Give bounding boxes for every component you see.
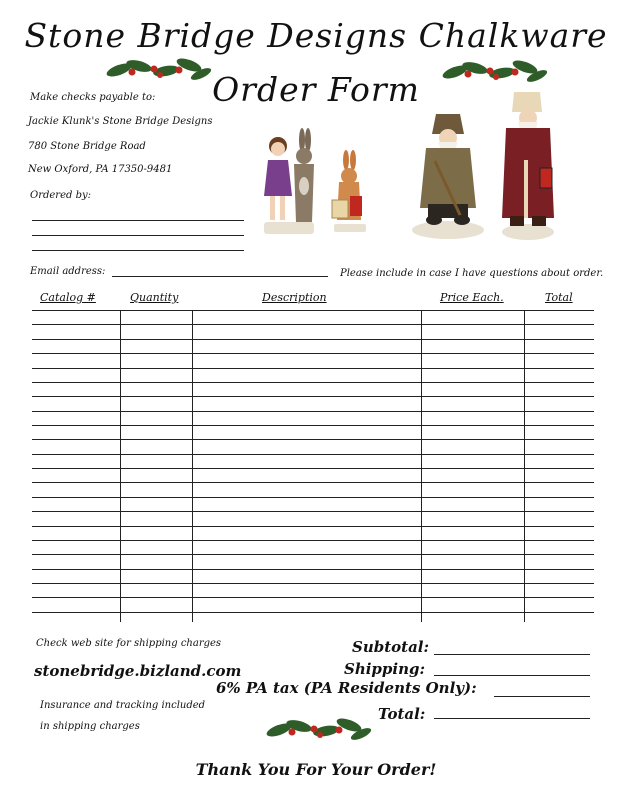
total-line[interactable] (434, 718, 590, 719)
table-row[interactable] (32, 368, 594, 369)
column-divider (192, 310, 193, 622)
ordered-by-line-2[interactable] (32, 235, 244, 236)
table-row[interactable] (32, 439, 594, 440)
email-input-line[interactable] (112, 276, 328, 277)
holly-decoration-bottom (264, 714, 374, 746)
table-row[interactable] (32, 612, 594, 613)
table-row[interactable] (32, 597, 594, 598)
page-title: Stone Bridge Designs Chalkware (24, 16, 608, 55)
table-row[interactable] (32, 526, 594, 527)
tax-line[interactable] (494, 696, 590, 697)
insurance-note-line-2: in shipping charges (40, 721, 140, 732)
table-row[interactable] (32, 382, 594, 383)
table-row[interactable] (32, 396, 594, 397)
ordered-by-label: Ordered by: (30, 190, 91, 201)
subtotal-line[interactable] (434, 654, 590, 655)
table-row[interactable] (32, 468, 594, 469)
col-header-total: Total (545, 291, 573, 304)
table-row[interactable] (32, 339, 594, 340)
order-table (32, 306, 594, 622)
shipping-label: Shipping: (344, 660, 426, 678)
tax-label: 6% PA tax (PA Residents Only): (216, 679, 477, 697)
col-header-price-each: Price Each. (440, 291, 504, 304)
column-divider (524, 310, 525, 622)
payable-name: Jackie Klunk's Stone Bridge Designs (28, 116, 213, 127)
table-row[interactable] (32, 454, 594, 455)
subtotal-label: Subtotal: (352, 638, 430, 656)
ordered-by-line-3[interactable] (32, 250, 244, 251)
column-divider (120, 310, 121, 622)
table-row[interactable] (32, 353, 594, 354)
table-row[interactable] (32, 583, 594, 584)
shipping-line[interactable] (434, 675, 590, 676)
website-link[interactable]: stonebridge.bizland.com (34, 662, 242, 680)
table-row[interactable] (32, 482, 594, 483)
col-header-quantity: Quantity (130, 291, 179, 304)
table-row[interactable] (32, 425, 594, 426)
thank-you-message: Thank You For Your Order! (195, 760, 437, 779)
girl-and-rabbit-figurine-image (258, 126, 320, 236)
col-header-description: Description (262, 291, 327, 304)
email-label: Email address: (30, 266, 106, 277)
col-header-catalog: Catalog # (40, 291, 96, 304)
rabbit-figurine-image (330, 150, 370, 232)
payable-city: New Oxford, PA 17350-9481 (28, 164, 173, 175)
table-row[interactable] (32, 310, 594, 311)
total-label: Total: (378, 705, 426, 723)
column-divider (421, 310, 422, 622)
table-row[interactable] (32, 324, 594, 325)
ordered-by-line-1[interactable] (32, 220, 244, 221)
table-row[interactable] (32, 554, 594, 555)
table-row[interactable] (32, 569, 594, 570)
table-row[interactable] (32, 511, 594, 512)
payable-street: 780 Stone Bridge Road (28, 141, 146, 152)
email-note: Please include in case I have questions about order. (340, 268, 604, 279)
payable-heading: Make checks payable to: (30, 92, 156, 103)
shipping-note: Check web site for shipping charges (36, 638, 222, 649)
santa-figurine-standing-image (496, 80, 560, 242)
santa-figurine-seated-image (408, 108, 488, 240)
table-row[interactable] (32, 411, 594, 412)
table-row[interactable] (32, 540, 594, 541)
page-subtitle: Order Form (212, 70, 420, 109)
table-row[interactable] (32, 497, 594, 498)
holly-decoration-left (104, 54, 214, 84)
insurance-note-line-1: Insurance and tracking included (40, 700, 206, 711)
